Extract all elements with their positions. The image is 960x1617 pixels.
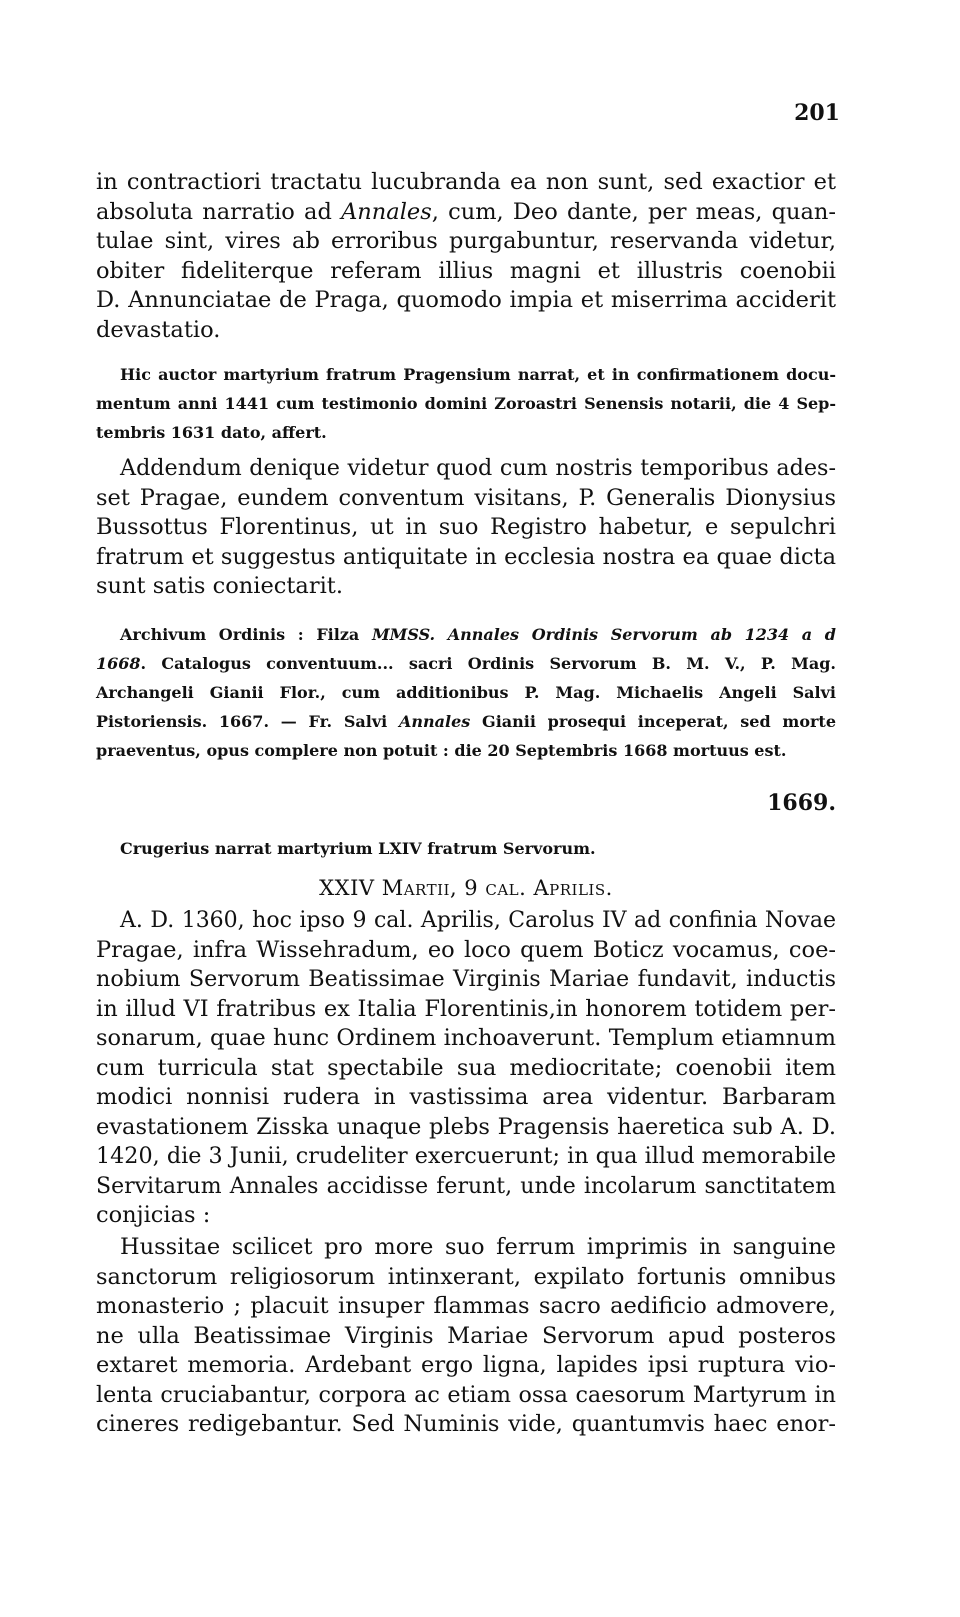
note-2 [96, 620, 836, 765]
text-line: Addendum denique videtur quod cum nostris temporibus ades- [120, 455, 836, 481]
note-line: tembris 1631 dato, affert. [96, 423, 327, 442]
text-line: Pragae, infra Wissehradum, eo loco quem Boticz vocamus, coe- [96, 936, 836, 963]
paragraph-1 [96, 168, 836, 345]
text-line: sonarum, quae hunc Ordinem inchoaverunt. Templum etiamnum [96, 1025, 836, 1051]
text-line: monasterio ; placuit insuper flammas sacro aedificio admovere, [96, 1293, 836, 1319]
note-1 [96, 360, 836, 447]
entry-heading: XXIV Martii, 9 cal. Aprilis. [319, 876, 613, 900]
text-line: in illud VI fratribus ex Italia Florentinis,in honorem totidem per- [96, 995, 836, 1022]
text-line: cineres redigebantur. Sed Numinis vide, quantumvis haec enor- [96, 1411, 836, 1437]
note-line: Crugerius narrat martyrium LXIV fratrum Servorum. [120, 839, 596, 858]
paragraph-2 [96, 454, 836, 602]
text-line: set Pragae, eundem conventum visitans, P. Generalis Dionysius [96, 484, 836, 511]
text-line: evastationem Zisska unaque plebs Pragensis haeretica sub A. D. [96, 1113, 836, 1140]
text-line: obiter fideliterque referam illius magni et illustris coenobii [96, 257, 836, 284]
text-line: nobium Servorum Beatissimae Virginis Mariae fundavit, inductis [96, 966, 836, 992]
note-line: Hic auctor martyrium fratrum Pragensium narrat, et in confirmationem docu- [120, 365, 836, 384]
text-line: conjicias : [96, 1202, 211, 1228]
text-line: fratrum et suggestus antiquitate in ecclesia nostra ea quae dicta [96, 543, 836, 570]
text-line: devastatio. [96, 316, 221, 343]
text-line: in contractiori tractatu lucubranda ea non sunt, sed exactior et [96, 169, 836, 195]
text-line: lenta cruciabantur, corpora ac etiam ossa caesorum Martyrum in [96, 1381, 836, 1408]
text-line: Bussottus Florentinus, ut in suo Registro habetur, e sepulchri [96, 514, 836, 540]
year-heading: 1669. [767, 790, 836, 816]
paragraph-3 [96, 906, 836, 1231]
text-line: A. D. 1360, hoc ipso 9 cal. Aprilis, Carolus IV ad confinia Novae [120, 908, 836, 933]
paragraph-4 [96, 1233, 836, 1440]
text-line: Hussitae scilicet pro more suo ferrum imprimis in sanguine [120, 1234, 836, 1260]
note-line: mentum anni 1441 cum testimonio domini Zoroastri Senensis notarii, die 4 Sep- [96, 394, 836, 413]
text-line: extaret memoria. Ardebant ergo ligna, lapides ipsi ruptura vio- [96, 1352, 836, 1378]
text-line: D. Annunciatae de Praga, quomodo impia et miserrima acciderit [96, 287, 836, 313]
note-line: Archivum Ordinis : Filza MMSS. Annales Ordinis Servorum ab 1234 a d [120, 625, 836, 644]
text-line: tulae sint, vires ab erroribus purgabuntur, reservanda videtur, [96, 228, 836, 254]
note-line: 1668. Catalogus conventuum... sacri Ordinis Servorum B. M. V., P. Mag. [96, 654, 836, 673]
text-line: sunt satis coniectarit. [96, 573, 343, 599]
text-line: ne ulla Beatissimae Virginis Mariae Servorum apud posteros [96, 1322, 836, 1349]
text-line: sanctorum religiosorum intinxerant, expilato fortunis omnibus [96, 1263, 836, 1290]
italic-term: Annales [341, 198, 432, 225]
text-line: Servitarum Annales accidisse ferunt, unde incolarum sanctitatem [96, 1173, 836, 1199]
note-line: praeventus, opus complere non potuit : die 20 Septembris 1668 mortuus est. [96, 741, 787, 760]
text-line: modici nonnisi rudera in vastissima area videntur. Barbaram [96, 1084, 836, 1110]
page-number: 201 [794, 100, 840, 126]
text-line: 1420, die 3 Junii, crudeliter exercuerunt; in qua illud memorabile [96, 1143, 836, 1169]
note-line: Pistoriensis. 1667. — Fr. Salvi Annales Gianii prosequi inceperat, sed morte [96, 712, 836, 731]
text-line: absoluta narratio ad Annales, cum, Deo dante, per meas, quan- [96, 198, 836, 225]
note-line: Archangeli Gianii Flor., cum additionibus P. Mag. Michaelis Angeli Salvi [96, 683, 836, 702]
text-line: cum turricula stat spectabile sua mediocritate; coenobii item [96, 1054, 836, 1081]
note-3 [96, 834, 836, 863]
